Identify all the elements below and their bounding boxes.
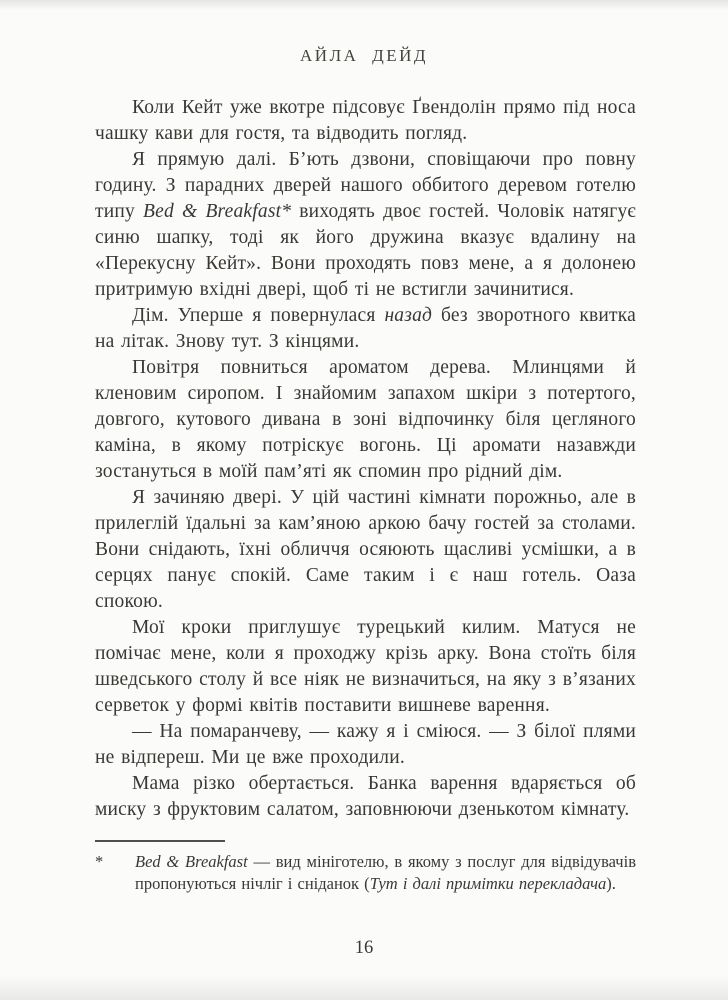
paragraph-8 bbox=[95, 771, 636, 823]
text-run: Повітря повниться ароматом дерева. Млинцями й кленовим сиропом. І знайомим запахом шкіри з потертого, довгого, кутового дивана в зоні відпочинку біля цегляного каміна, в якому потріскує вогонь. Ці аромати назавжди зостануться в моїй пам’яті як спомин про рідний дім. bbox=[95, 357, 636, 482]
text-run: — вид мініготелю, в якому з послуг для відвідувачів пропонуються нічліг і сніданок ( bbox=[135, 852, 636, 893]
footnote-marker: * bbox=[95, 852, 104, 871]
paragraph-3 bbox=[95, 303, 636, 355]
text-run: Я зачиняю двері. У цій частині кімнати порожньо, але в прилеглій їдальні за кам’яною аркою бачу гостей за столами. Вони снідають, їхні обличчя осяюють щасливі усмішки, а в серцях панує спокій. Саме таким і є наш готель. Оаза спокою. bbox=[95, 487, 636, 612]
paragraph-1 bbox=[95, 95, 636, 147]
paragraph-6 bbox=[95, 615, 636, 719]
italic-run: Bed & Breakfast* bbox=[143, 201, 292, 222]
paragraph-2 bbox=[95, 147, 636, 303]
page-number: 16 bbox=[354, 938, 374, 958]
paragraph-7 bbox=[95, 719, 636, 771]
footnote-separator-rule bbox=[95, 840, 225, 842]
text-run: — На помаранчеву, — кажу я і сміюся. — З білої плями не відпереш. Ми це вже проходили. bbox=[95, 721, 636, 768]
text-run: Мама різко обертається. Банка варення вдаряється об миску з фруктовим салатом, заповнюючи дзенькотом кімнату. bbox=[95, 773, 636, 820]
running-head: АЙЛА ДЕЙД bbox=[300, 46, 428, 65]
italic-run: Bed & Breakfast bbox=[135, 852, 248, 871]
text-run: ). bbox=[606, 874, 616, 893]
footnote bbox=[95, 840, 636, 895]
text-run: Дім. Уперше я повернулася bbox=[132, 305, 385, 326]
text-run: Коли Кейт уже вкотре підсовує Ґвендолін прямо під носа чашку кави для гостя, та відводить погляд. bbox=[95, 97, 636, 144]
text-run: без зворотного квитка на літак. Знову тут. З кінцями. bbox=[95, 305, 636, 352]
footnote-body bbox=[95, 851, 636, 895]
footnote-text bbox=[135, 851, 636, 895]
italic-run: назад bbox=[384, 305, 433, 326]
body-paragraphs bbox=[95, 95, 636, 823]
italic-run: Тут і далі примітки перекладача bbox=[369, 874, 607, 893]
text-run: виходять двоє гостей. Чоловік натягує синю шапку, тоді як його дружина вказує вдалину на «Перекусну Кейт». Вони проходять повз мене, а я долонею притримую вхідні двері, щоб ті не встигли зачинитися. bbox=[95, 201, 636, 300]
text-run: Я прямую далі. Б’ють дзвони, сповіщаючи про повну годину. З парадних дверей нашого оббитого деревом готелю типу bbox=[95, 149, 636, 222]
paragraph-4 bbox=[95, 355, 636, 485]
text-run: Мої кроки приглушує турецький килим. Матуся не помічає мене, коли я проходжу крізь арку. Вона стоїть біля шведського столу й все ніяк не визначиться, на яку з в’язаних серветок у формі квітів поставити вишневе варення. bbox=[95, 617, 636, 716]
paragraph-5 bbox=[95, 485, 636, 615]
